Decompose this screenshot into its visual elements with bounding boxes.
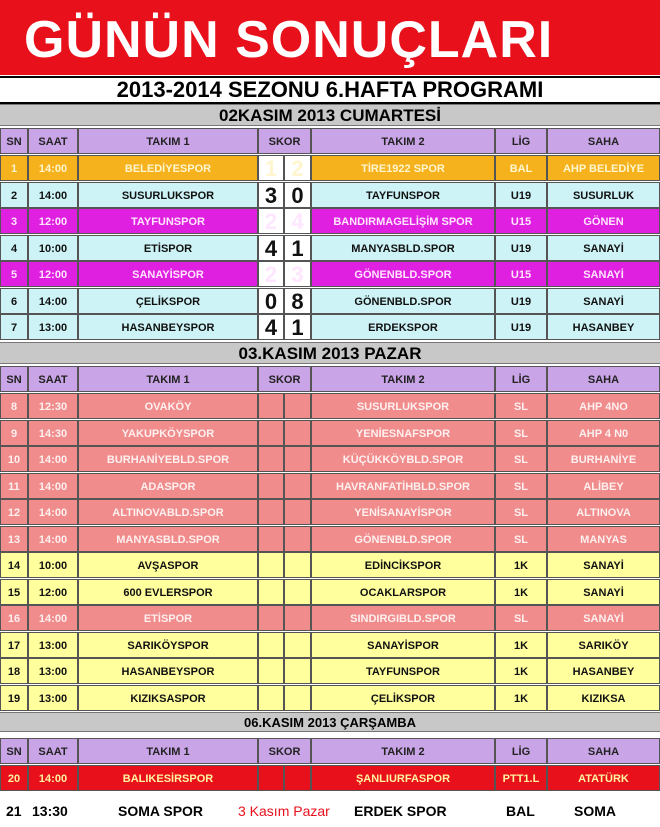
league: U15 xyxy=(495,208,547,234)
home-score xyxy=(258,393,284,419)
home-score: 3 xyxy=(258,182,284,208)
home-score xyxy=(258,685,284,711)
league: PTT1.L xyxy=(495,765,547,791)
table-row xyxy=(0,155,660,182)
away-team: GÖNENBLD.SPOR xyxy=(311,288,495,314)
away-team: ÇELİKSPOR xyxy=(311,685,495,711)
table-row xyxy=(0,288,660,315)
away-team: GÖNENBLD.SPOR xyxy=(311,261,495,287)
away-team: BANDIRMAGELİŞİM SPOR xyxy=(311,208,495,234)
field: KIZIKSA xyxy=(547,685,660,711)
field: GÖNEN xyxy=(547,208,660,234)
season-title: 2013-2014 SEZONU 6.HAFTA PROGRAMI xyxy=(0,76,660,104)
match-time: 14:30 xyxy=(28,420,78,446)
league: U19 xyxy=(495,288,547,314)
row-number: 1 xyxy=(0,155,28,181)
row-number: 16 xyxy=(0,605,28,631)
home-team: ADASPOR xyxy=(78,473,258,499)
home-team: SARIKÖYSPOR xyxy=(78,632,258,658)
home-team: ETİSPOR xyxy=(78,605,258,631)
banner xyxy=(0,0,660,75)
away-score: 8 xyxy=(284,288,311,314)
home-score xyxy=(258,420,284,446)
league: SL xyxy=(495,393,547,419)
row-number: 6 xyxy=(0,288,28,314)
home-team: TAYFUNSPOR xyxy=(78,208,258,234)
away-team: TİRE1922 SPOR xyxy=(311,155,495,181)
away-team: TAYFUNSPOR xyxy=(311,658,495,684)
header-saha: SAHA xyxy=(547,738,660,764)
league: 1K xyxy=(495,685,547,711)
table-row xyxy=(0,420,660,447)
away-team: KÜÇÜKKÖYBLD.SPOR xyxy=(311,446,495,472)
match-time: 14:00 xyxy=(28,446,78,472)
home-score xyxy=(258,605,284,631)
field: ALTINOVA xyxy=(547,499,660,525)
league: SL xyxy=(495,420,547,446)
field: ALİBEY xyxy=(547,473,660,499)
table-row xyxy=(0,605,660,632)
row-number: 3 xyxy=(0,208,28,234)
header-saha: SAHA xyxy=(547,366,660,392)
header-takim1: TAKIM 1 xyxy=(78,128,258,154)
footer-sn: 21 xyxy=(6,803,22,819)
footer-league: BAL xyxy=(506,803,535,819)
table-row xyxy=(0,182,660,209)
home-score xyxy=(258,446,284,472)
row-number: 20 xyxy=(0,765,28,791)
league: SL xyxy=(495,446,547,472)
home-score xyxy=(258,579,284,605)
league: 1K xyxy=(495,632,547,658)
field: SANAYİ xyxy=(547,261,660,287)
home-team: OVAKÖY xyxy=(78,393,258,419)
field: HASANBEY xyxy=(547,658,660,684)
home-team: KIZIKSASPOR xyxy=(78,685,258,711)
home-score xyxy=(258,658,284,684)
table-row xyxy=(0,473,660,500)
away-score xyxy=(284,473,311,499)
home-score: 2 xyxy=(258,208,284,234)
table-row xyxy=(0,393,660,420)
row-number: 15 xyxy=(0,579,28,605)
table-row xyxy=(0,446,660,473)
field: SUSURLUK xyxy=(547,182,660,208)
league: SL xyxy=(495,499,547,525)
field: SANAYİ xyxy=(547,579,660,605)
league: U19 xyxy=(495,182,547,208)
league: U15 xyxy=(495,261,547,287)
match-time: 10:00 xyxy=(28,552,78,578)
home-score xyxy=(258,632,284,658)
row-number: 7 xyxy=(0,314,28,340)
away-team: YENİSANAYİSPOR xyxy=(311,499,495,525)
home-team: AVŞASPOR xyxy=(78,552,258,578)
away-score xyxy=(284,526,311,552)
header-sn: SN xyxy=(0,366,28,392)
table-row xyxy=(0,685,660,712)
field: SANAYİ xyxy=(547,235,660,261)
away-team: ŞANLIURFASPOR xyxy=(311,765,495,791)
table-row xyxy=(0,632,660,659)
row-number: 11 xyxy=(0,473,28,499)
field: MANYAS xyxy=(547,526,660,552)
home-team: SANAYİSPOR xyxy=(78,261,258,287)
league: 1K xyxy=(495,552,547,578)
banner-title: GÜNÜN SONUÇLARI xyxy=(24,11,554,69)
league: 1K xyxy=(495,579,547,605)
away-team: YENİESNAFSPOR xyxy=(311,420,495,446)
row-number: 18 xyxy=(0,658,28,684)
away-team: MANYASBLD.SPOR xyxy=(311,235,495,261)
header-row-day2 xyxy=(0,366,660,393)
field: AHP BELEDİYE xyxy=(547,155,660,181)
table-row xyxy=(0,765,660,792)
league: U19 xyxy=(495,314,547,340)
header-row-day3 xyxy=(0,738,660,765)
home-score xyxy=(258,526,284,552)
table-row xyxy=(0,552,660,579)
match-time: 13:00 xyxy=(28,632,78,658)
footer-row xyxy=(0,797,660,825)
home-team: YAKUPKÖYSPOR xyxy=(78,420,258,446)
away-score: 3 xyxy=(284,261,311,287)
home-team: ALTINOVABLD.SPOR xyxy=(78,499,258,525)
away-score xyxy=(284,605,311,631)
away-score xyxy=(284,632,311,658)
match-time: 13:00 xyxy=(28,658,78,684)
league: BAL xyxy=(495,155,547,181)
match-time: 14:00 xyxy=(28,473,78,499)
away-score xyxy=(284,579,311,605)
row-number: 9 xyxy=(0,420,28,446)
away-score: 4 xyxy=(284,208,311,234)
match-time: 12:00 xyxy=(28,579,78,605)
row-number: 2 xyxy=(0,182,28,208)
league: SL xyxy=(495,526,547,552)
away-team: HAVRANFATİHBLD.SPOR xyxy=(311,473,495,499)
away-team: ERDEKSPOR xyxy=(311,314,495,340)
home-score xyxy=(258,765,284,791)
header-takim2: TAKIM 2 xyxy=(311,738,495,764)
league: U19 xyxy=(495,235,547,261)
row-number: 12 xyxy=(0,499,28,525)
table-row xyxy=(0,314,660,341)
row-number: 8 xyxy=(0,393,28,419)
field: AHP 4NO xyxy=(547,393,660,419)
away-score: 1 xyxy=(284,314,311,340)
table-row xyxy=(0,208,660,235)
footer-field: SOMA xyxy=(574,803,616,819)
away-score xyxy=(284,765,311,791)
field: SANAYİ xyxy=(547,605,660,631)
home-score: 2 xyxy=(258,261,284,287)
table-row xyxy=(0,235,660,262)
table-row xyxy=(0,579,660,606)
row-number: 14 xyxy=(0,552,28,578)
home-team: SUSURLUKSPOR xyxy=(78,182,258,208)
field: SANAYİ xyxy=(547,288,660,314)
away-score xyxy=(284,393,311,419)
home-score xyxy=(258,499,284,525)
home-score: 4 xyxy=(258,314,284,340)
away-score xyxy=(284,499,311,525)
table-row xyxy=(0,658,660,685)
footer-team2: ERDEK SPOR xyxy=(354,803,447,819)
match-time: 14:00 xyxy=(28,155,78,181)
header-saat: SAAT xyxy=(28,366,78,392)
away-team: EDİNCİKSPOR xyxy=(311,552,495,578)
header-takim1: TAKIM 1 xyxy=(78,366,258,392)
home-score: 0 xyxy=(258,288,284,314)
row-number: 17 xyxy=(0,632,28,658)
table-row xyxy=(0,526,660,553)
date-bar-day2: 03.KASIM 2013 PAZAR xyxy=(0,342,660,364)
field: ATATÜRK xyxy=(547,765,660,791)
field: HASANBEY xyxy=(547,314,660,340)
match-time: 14:00 xyxy=(28,605,78,631)
date-bar-day1: 02KASIM 2013 CUMARTESİ xyxy=(0,104,660,126)
footer-team1: SOMA SPOR xyxy=(118,803,204,819)
home-score: 4 xyxy=(258,235,284,261)
date-bar-day3: 06.KASIM 2013 ÇARŞAMBA xyxy=(0,712,660,732)
footer-time: 13:30 xyxy=(32,803,68,819)
row-number: 4 xyxy=(0,235,28,261)
away-score xyxy=(284,446,311,472)
away-team: SANAYİSPOR xyxy=(311,632,495,658)
header-saat: SAAT xyxy=(28,128,78,154)
match-time: 13:00 xyxy=(28,314,78,340)
away-score: 2 xyxy=(284,155,311,181)
match-time: 12:00 xyxy=(28,208,78,234)
away-score: 1 xyxy=(284,235,311,261)
match-time: 12:00 xyxy=(28,261,78,287)
row-number: 10 xyxy=(0,446,28,472)
header-skor: SKOR xyxy=(258,128,311,154)
away-score xyxy=(284,552,311,578)
away-team: SINDIRGIBLD.SPOR xyxy=(311,605,495,631)
home-team: 600 EVLERSPOR xyxy=(78,579,258,605)
header-saha: SAHA xyxy=(547,128,660,154)
home-team: MANYASBLD.SPOR xyxy=(78,526,258,552)
header-skor: SKOR xyxy=(258,738,311,764)
away-score xyxy=(284,685,311,711)
home-team: HASANBEYSPOR xyxy=(78,314,258,340)
away-team: SUSURLUKSPOR xyxy=(311,393,495,419)
away-team: GÖNENBLD.SPOR xyxy=(311,526,495,552)
league: 1K xyxy=(495,658,547,684)
footer-note: 3 Kasım Pazar xyxy=(238,803,330,819)
table-row xyxy=(0,499,660,526)
home-score xyxy=(258,473,284,499)
home-team: BALIKESİRSPOR xyxy=(78,765,258,791)
away-team: OCAKLARSPOR xyxy=(311,579,495,605)
home-team: ÇELİKSPOR xyxy=(78,288,258,314)
header-lig: LİG xyxy=(495,128,547,154)
match-time: 10:00 xyxy=(28,235,78,261)
header-takim1: TAKIM 1 xyxy=(78,738,258,764)
home-score xyxy=(258,552,284,578)
match-time: 14:00 xyxy=(28,182,78,208)
header-skor: SKOR xyxy=(258,366,311,392)
home-team: BELEDİYESPOR xyxy=(78,155,258,181)
match-time: 14:00 xyxy=(28,526,78,552)
header-row-day1 xyxy=(0,128,660,155)
away-team: TAYFUNSPOR xyxy=(311,182,495,208)
league: SL xyxy=(495,605,547,631)
header-lig: LİG xyxy=(495,738,547,764)
table-row xyxy=(0,261,660,288)
away-score: 0 xyxy=(284,182,311,208)
header-saat: SAAT xyxy=(28,738,78,764)
header-sn: SN xyxy=(0,128,28,154)
home-score: 1 xyxy=(258,155,284,181)
row-number: 19 xyxy=(0,685,28,711)
home-team: ETİSPOR xyxy=(78,235,258,261)
header-takim2: TAKIM 2 xyxy=(311,366,495,392)
header-sn: SN xyxy=(0,738,28,764)
match-time: 14:00 xyxy=(28,765,78,791)
header-lig: LİG xyxy=(495,366,547,392)
match-time: 13:00 xyxy=(28,685,78,711)
row-number: 13 xyxy=(0,526,28,552)
field: AHP 4 N0 xyxy=(547,420,660,446)
field: BURHANİYE xyxy=(547,446,660,472)
row-number: 5 xyxy=(0,261,28,287)
field: SARIKÖY xyxy=(547,632,660,658)
league: SL xyxy=(495,473,547,499)
field: SANAYİ xyxy=(547,552,660,578)
away-score xyxy=(284,658,311,684)
match-time: 14:00 xyxy=(28,499,78,525)
home-team: HASANBEYSPOR xyxy=(78,658,258,684)
away-score xyxy=(284,420,311,446)
home-team: BURHANİYEBLD.SPOR xyxy=(78,446,258,472)
match-time: 12:30 xyxy=(28,393,78,419)
match-time: 14:00 xyxy=(28,288,78,314)
header-takim2: TAKIM 2 xyxy=(311,128,495,154)
